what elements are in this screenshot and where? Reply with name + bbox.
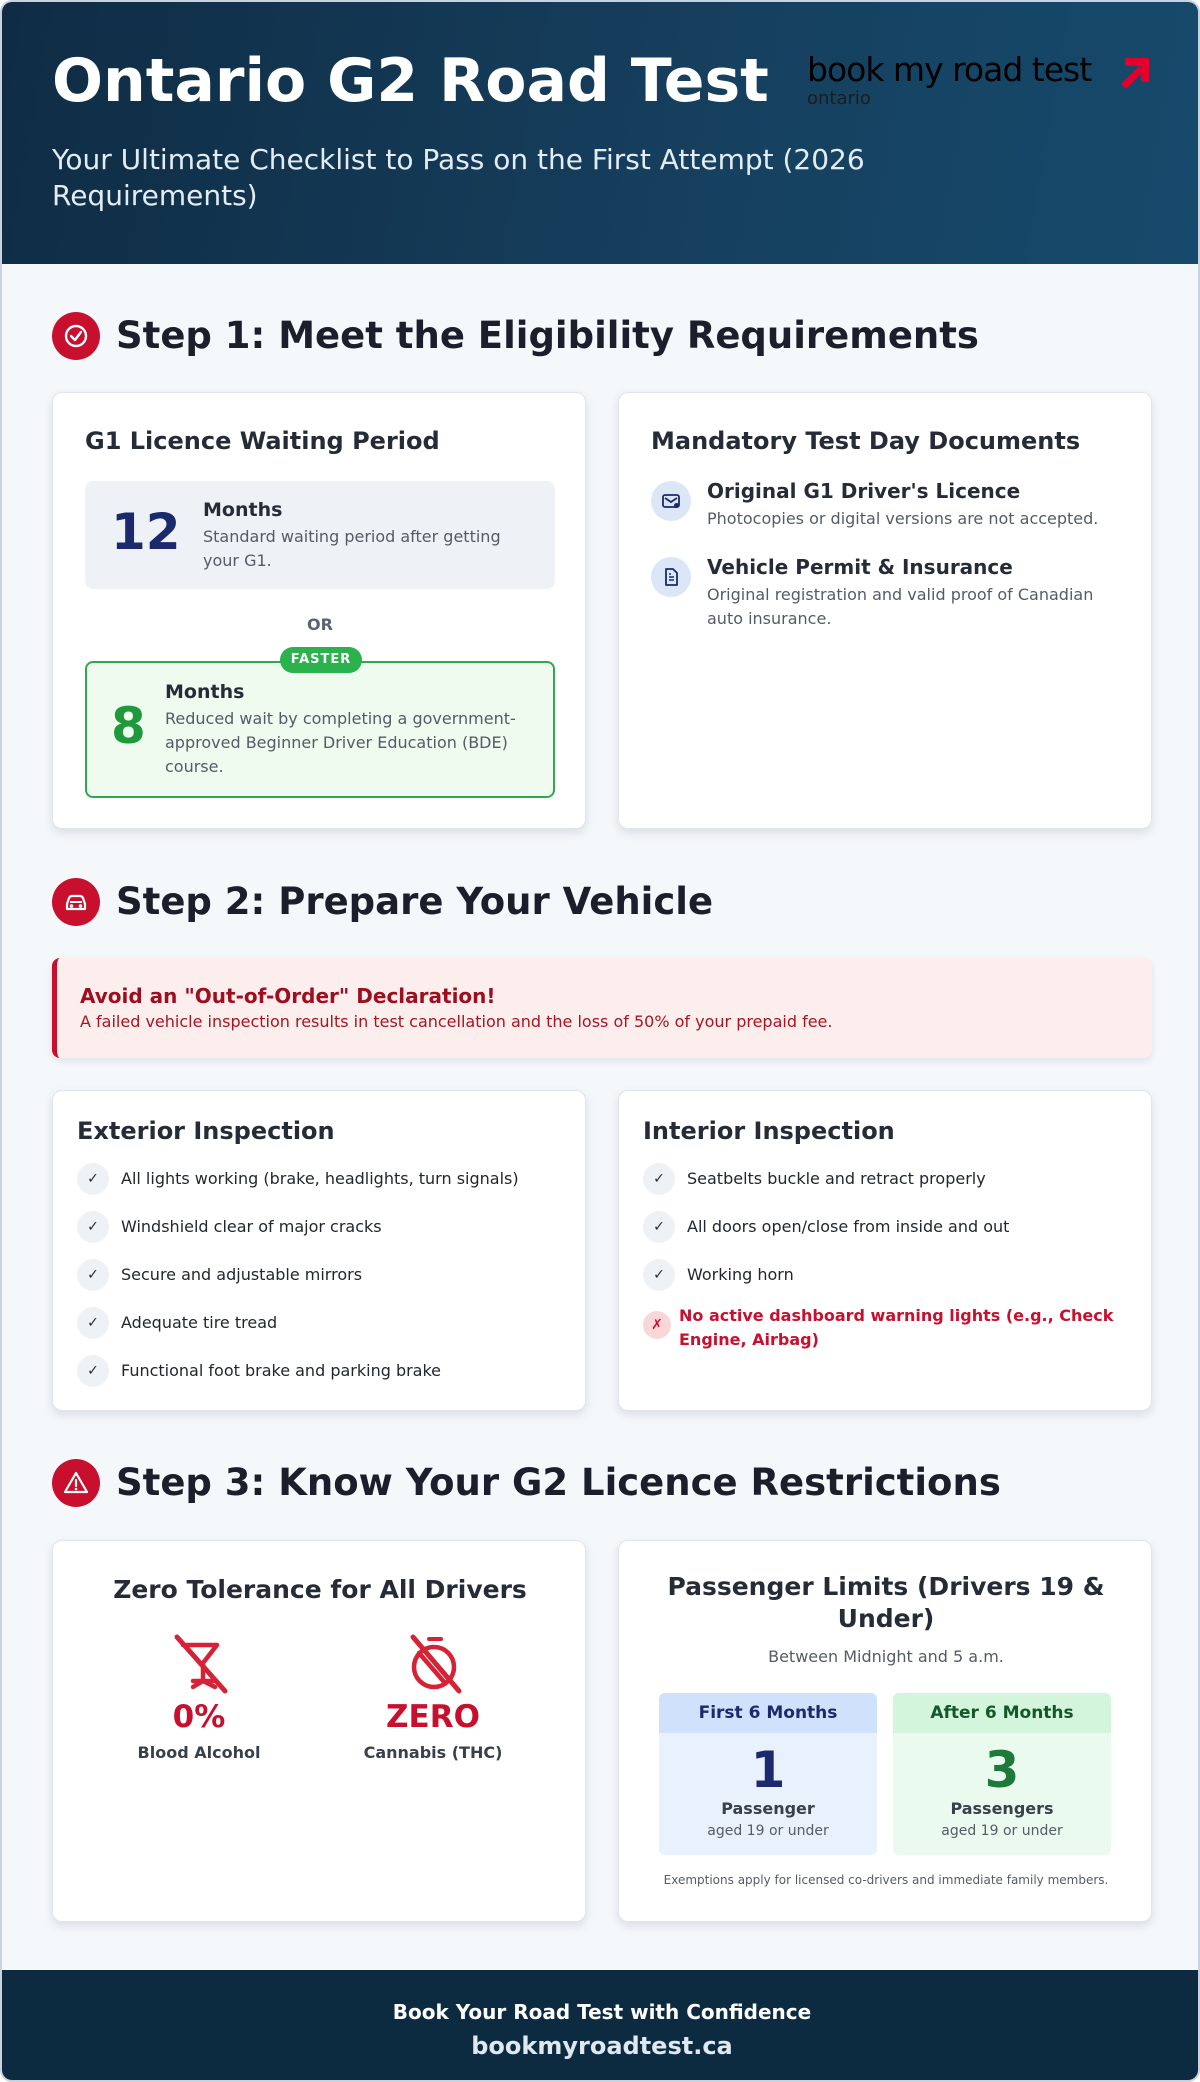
warning-title: Avoid an "Out-of-Order" Declaration!: [80, 984, 496, 1008]
exterior-inspection-card: Exterior Inspection ✓ All lights working (brake, headlights, turn signals) ✓ Windshield clear of major cracks ✓ Secure and adjustable mirrors ✓ Adequate tire tread ✓ Functional foot brake and parking brake: [52, 1090, 586, 1411]
no-cannabis-icon: [401, 1631, 467, 1697]
check-icon: ✓: [77, 1163, 109, 1195]
step1-title: Step 1: Meet the Eligibility Requirements: [116, 314, 979, 357]
logo-region: ontario: [807, 88, 871, 109]
standard-wait-number: 12: [111, 503, 181, 561]
faster-badge: FASTER: [280, 647, 362, 673]
check-circle-icon: [62, 322, 90, 350]
page-title: Ontario G2 Road Test: [52, 46, 769, 116]
warning-triangle-icon: [62, 1469, 90, 1497]
check-icon: ✓: [77, 1211, 109, 1243]
standard-wait-unit: Months: [203, 499, 283, 521]
passenger-limits-subtitle: Between Midnight and 5 a.m.: [768, 1647, 1004, 1666]
reduced-wait-unit: Months: [165, 681, 245, 703]
step3-title: Step 3: Know Your G2 Licence Restrictions: [116, 1461, 1001, 1504]
check-icon: ✓: [643, 1163, 675, 1195]
cannabis-item: [333, 1631, 533, 1771]
arrow-logo-icon: [1117, 54, 1153, 90]
zero-tolerance-title: Zero Tolerance for All Drivers: [113, 1575, 527, 1604]
zero-tolerance-card: [52, 1540, 586, 1922]
column-header: First 6 Months: [659, 1693, 877, 1733]
document-title: Vehicle Permit & Insurance: [707, 555, 1013, 579]
check-icon: ✓: [77, 1259, 109, 1291]
or-divider: OR: [307, 615, 333, 634]
documents-title: Mandatory Test Day Documents: [651, 427, 1081, 455]
step2-icon-badge: [52, 878, 100, 926]
document-icon: [661, 567, 681, 587]
interior-title: Interior Inspection: [643, 1117, 895, 1145]
blood-alcohol-item: [99, 1631, 299, 1771]
out-of-order-warning: [52, 958, 1152, 1058]
logo-wordmark: book my road test: [807, 50, 1092, 89]
blood-alcohol-label: Blood Alcohol: [137, 1743, 261, 1762]
waiting-period-title: G1 Licence Waiting Period: [85, 427, 440, 455]
step2-title: Step 2: Prepare Your Vehicle: [116, 880, 714, 923]
cannabis-label: Cannabis (THC): [363, 1743, 503, 1762]
car-icon: [62, 888, 90, 916]
check-icon: ✓: [77, 1355, 109, 1387]
waiting-period-card: [52, 392, 586, 829]
standard-wait-desc: Standard waiting period after getting your G1.: [203, 527, 501, 570]
footer-tagline: Book Your Road Test with Confidence: [392, 2000, 812, 2024]
step3-icon-badge: [52, 1459, 100, 1507]
exterior-title: Exterior Inspection: [77, 1117, 335, 1145]
cannabis-value: ZERO: [386, 1699, 480, 1735]
passenger-count: 1: [750, 1741, 786, 1799]
document-title: Original G1 Driver's Licence: [707, 479, 1021, 503]
column-header: After 6 Months: [893, 1693, 1111, 1733]
reduced-wait-desc: Reduced wait by completing a government-approved Beginner Driver Education (BDE) course.: [165, 709, 516, 776]
passenger-age: aged 19 or under: [707, 1823, 829, 1839]
document-desc: Photocopies or digital versions are not accepted.: [707, 509, 1099, 528]
footer-url-link[interactable]: bookmyroadtest.ca: [471, 2032, 733, 2060]
passenger-age: aged 19 or under: [941, 1823, 1063, 1839]
blood-alcohol-value: 0%: [172, 1699, 226, 1735]
page-subtitle: Your Ultimate Checklist to Pass on the First Attempt (2026 Requirements): [52, 143, 865, 212]
reduced-wait-box: [85, 661, 555, 798]
check-icon: ✓: [643, 1211, 675, 1243]
footer: [2, 1970, 1200, 2082]
passenger-unit: Passenger: [721, 1799, 815, 1818]
after-6-months-column: [893, 1693, 1111, 1855]
document-desc: Original registration and valid proof of Canadian auto insurance.: [707, 585, 1094, 628]
passenger-limits-card: [618, 1540, 1152, 1922]
first-6-months-column: [659, 1693, 877, 1855]
no-alcohol-icon: [167, 1631, 233, 1697]
reduced-wait-number: 8: [111, 697, 146, 755]
brand-logo[interactable]: [807, 50, 1152, 110]
passenger-unit: Passengers: [950, 1799, 1054, 1818]
interior-inspection-card: Interior Inspection ✓ Seatbelts buckle and retract properly ✓ All doors open/close from inside and out ✓ Working horn ✗ No active dashboard warning lights (e.g., Check Engine, Airbag): [618, 1090, 1152, 1411]
header-banner: [2, 2, 1200, 264]
passenger-count: 3: [984, 1741, 1020, 1799]
standard-wait-box: [85, 481, 555, 589]
check-icon: ✓: [643, 1259, 675, 1291]
check-icon: ✓: [77, 1307, 109, 1339]
warning-desc: A failed vehicle inspection results in test cancellation and the loss of 50% of your prepaid fee.: [80, 1012, 833, 1031]
cross-icon: ✗: [643, 1311, 671, 1339]
exemptions-note: Exemptions apply for licensed co-drivers and immediate family members.: [663, 1873, 1109, 1887]
passenger-limits-title: Passenger Limits (Drivers 19 & Under): [667, 1572, 1105, 1633]
documents-card: [618, 392, 1152, 829]
step1-icon-badge: [52, 312, 100, 360]
id-card-icon: [661, 491, 681, 511]
